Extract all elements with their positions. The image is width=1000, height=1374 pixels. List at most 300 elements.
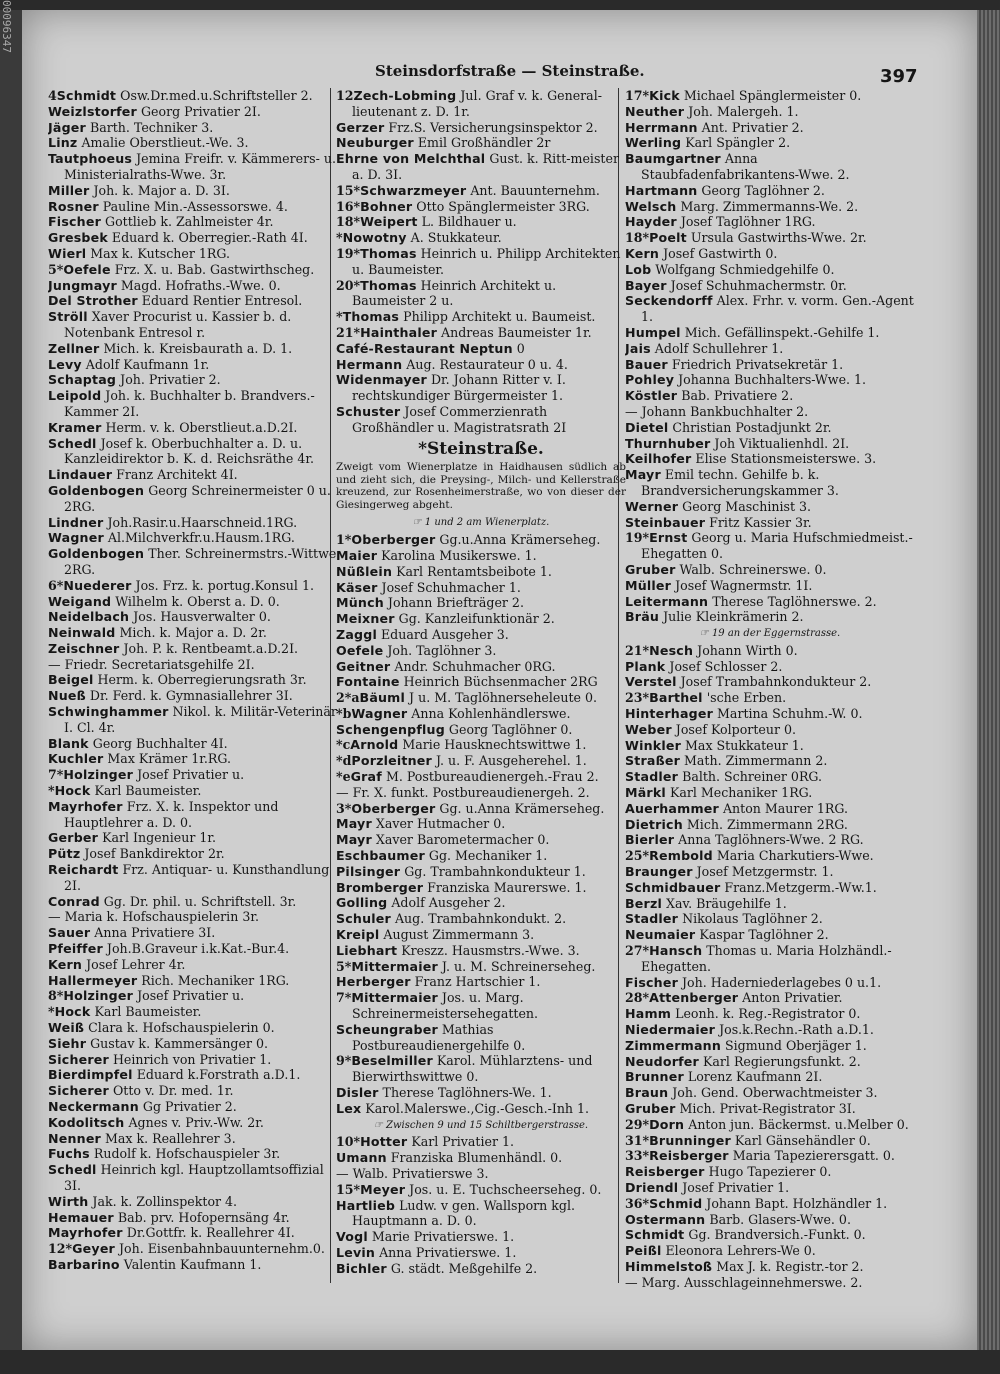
resident-name: Müller [625,577,672,593]
resident-details: Maria Tapezierersgatt. 0. [728,1148,895,1164]
resident-name: Mayrhofer [48,798,123,814]
resident-name: Hartmann [625,182,698,198]
resident-details: Karol.Malerswe.,Cig.-Gesch.-Inh 1. [361,1100,590,1116]
resident-name: Köstler [625,388,678,404]
resident-details: Magd. Hofraths.-Wwe. 0. [116,277,281,293]
house-number: 7* [336,990,352,1006]
resident-details: Josef Metzgermstr. 1. [692,864,834,880]
resident-details: Anton Privatier. [738,990,843,1006]
house-number: 5* [48,261,64,277]
resident-entry [625,722,915,738]
resident-name: Linz [48,135,78,151]
resident-details: Dr. Ferd. k. Gymnasiallehrer 3I. [85,688,293,704]
resident-details: Frz. Antiquar- u. Kunsthandlung 2I. [64,862,330,893]
resident-name: Wierl [48,245,87,261]
house-number: 7* [48,767,64,783]
resident-name: Sicherer [48,1051,109,1067]
resident-details: Georg Privatier 2I. [136,103,261,119]
resident-name: Weiß [48,1020,85,1036]
house-number: 9* [336,1053,352,1069]
resident-name: Plank [625,658,666,674]
resident-details: Eleonora Lehrers-We 0. [661,1243,816,1259]
resident-name: Hotter [360,1134,408,1150]
resident-entry [48,388,338,420]
resident-details: Eduard k.Forstrath a.D.1. [132,1067,301,1083]
resident-entry [336,372,626,404]
resident-entry [48,104,338,120]
resident-entry [336,120,626,136]
resident-name: Herrmann [625,119,698,135]
resident-entry [48,199,338,215]
resident-entry [336,927,626,943]
resident-entry [625,1164,915,1180]
resident-details: Jos.k.Rechn.-Rath a.D.1. [715,1022,874,1038]
resident-name: Thomas [342,309,400,325]
resident-entry [625,706,915,722]
resident-entry [625,515,915,531]
resident-entry [625,1259,915,1275]
resident-details: Ursula Gastwirths-Wwe. 2r. [686,230,867,246]
resident-details: Gg Privatier 2. [138,1099,237,1114]
resident-details: Clara k. Hofschauspielerin 0. [84,1020,275,1036]
resident-details: Ther. Schreinermstrs.-Wittwe 2RG. [64,546,337,577]
resident-details: Valentin Kaufmann 1. [119,1256,262,1272]
resident-details: Marg. Zimmermanns-We. 2. [676,198,859,214]
resident-entry [48,1162,338,1194]
resident-entry [336,801,626,817]
resident-entry [336,974,626,990]
resident-details: Mathias Postbureaudienergehilfe 0. [352,1021,526,1053]
resident-details: 0 [512,340,525,356]
resident-details: Josef Privatier 1. [678,1179,790,1195]
house-number: 6* [48,577,64,593]
resident-details: Max Stukkateur 1. [681,737,804,753]
resident-entry [336,1198,626,1230]
resident-name: Fontaine [336,674,400,690]
house-number: *d [336,753,352,769]
resident-details: Joh. Eisenbahnbauunternehm.0. [114,1241,325,1257]
resident-details: Wolfgang Schmiedgehilfe 0. [651,261,835,277]
resident-entry [48,894,338,910]
resident-name: Nuederer [63,577,132,593]
resident-details: Karl Baumeister. [90,1004,202,1020]
house-number: * [48,1004,55,1020]
resident-details: Amalie Oberstlieut.-We. 3. [77,135,249,151]
resident-name: Oefele [63,261,111,277]
house-number: * [48,783,55,799]
resident-entry [625,1133,915,1149]
resident-details: Jos. u. E. Tuchscheerseheg. 0. [405,1181,602,1197]
resident-name: Hayder [625,214,677,230]
resident-details: Xaver Barometermacher 0. [371,832,550,848]
resident-entry [48,483,338,515]
resident-name: Gerzer [336,119,385,135]
resident-entry [625,609,915,625]
column-1 [48,88,338,1273]
resident-name: Himmelstoß [625,1258,713,1274]
resident-details: Franziska Blumenhändl. 0. [386,1150,563,1166]
resident-details: Maria Charkutiers-Wwe. [712,848,874,864]
resident-name: Wagner [351,705,408,721]
resident-entry [48,357,338,373]
resident-entry [336,722,626,738]
resident-details: Georg Maschinist 3. [678,498,812,514]
house-number: *b [336,705,352,721]
resident-name: Reisberger [625,1164,705,1180]
resident-details: Anna Taglöhners-Wwe. 2 RG. [674,832,864,848]
resident-details: Anna Kohlenhändlerswe. [407,705,571,721]
resident-entry [625,1101,915,1117]
resident-details: Thomas u. Maria Holzhändl.-Ehegatten. [641,943,892,974]
resident-entry [625,1038,915,1054]
resident-entry [48,1115,338,1131]
resident-name: Holzinger [63,988,134,1004]
resident-name: Disler [336,1085,379,1101]
resident-details: Joh Viktualienhdl. 2I. [710,435,850,451]
house-number: 1* [336,532,352,548]
resident-name: Humpel [625,324,681,340]
resident-entry [625,738,915,754]
resident-entry [625,578,915,594]
resident-name: Verstel [625,674,677,690]
resident-entry [336,1245,626,1261]
resident-name: Stadler [625,769,679,785]
resident-entry [48,135,338,151]
resident-name: Weipert [360,214,418,230]
resident-details: Michael Spänglermeister 0. [679,88,862,103]
resident-entry [625,1085,915,1101]
house-number: 23* [625,690,650,706]
location-marker: ☞ Zwischen 9 und 15 Schiltbergerstrasse. [373,1119,589,1131]
resident-name: Neudorfer [625,1053,699,1069]
resident-name: Weber [625,721,672,737]
resident-entry [48,293,338,309]
resident-name: Berzl [625,895,662,911]
resident-details: Mich. k. Kreisbaurath a. D. 1. [99,340,293,356]
resident-details: Al.Milchverkfr.u.Hausm.1RG. [103,530,295,546]
resident-details: Emil techn. Gehilfe b. k. Brandversicherungskammer 3. [641,467,839,498]
resident-name: Leitermann [625,593,709,609]
resident-details: Joh. Taglöhner 3. [383,642,497,658]
house-number: 8* [48,988,64,1004]
resident-entry [625,1054,915,1070]
resident-entry [48,1257,338,1273]
resident-name: Wirth [48,1193,89,1209]
resident-details: Martina Schuhm.-W. 0. [713,706,863,722]
resident-name: Seckendorff [625,293,713,309]
resident-details: Josef Privatier u. [133,988,245,1004]
resident-details: Osw.Dr.med.u.Schriftsteller 2. [116,88,313,103]
resident-name: Ströll [48,309,88,325]
resident-entry [625,659,915,675]
resident-name: Reichardt [48,862,119,878]
resident-name: Hansch [649,943,703,959]
resident-details: Rudolf k. Hofschauspieler 3r. [89,1146,281,1162]
resident-entry [625,896,915,912]
resident-details: Johanna Buchhalters-Wwe. 1. [674,372,867,388]
resident-entry [336,325,626,341]
resident-entry [625,230,915,246]
resident-entry [625,246,915,262]
resident-entry [48,957,338,973]
resident-name: Zaggl [336,626,377,642]
resident-entry [625,104,915,120]
resident-details: Karl Gänsehändler 0. [730,1132,871,1148]
resident-details: Gg.u.Anna Krämerseheg. [435,532,601,548]
resident-details: Otto v. Dr. med. 1r. [108,1083,234,1099]
resident-name: Café-Restaurant Neptun [336,340,513,356]
resident-entry [625,880,915,896]
resident-details: Karl Ingenieur 1r. [98,830,217,846]
house-number: 4 [48,88,57,103]
house-number: 20* [336,277,361,293]
resident-entry [336,880,626,896]
resident-entry [336,564,626,580]
resident-entry [625,404,915,420]
resident-details: Andreas Baumeister 1r. [437,324,592,340]
resident-details: Therese Taglöhnerswe. 2. [708,593,877,609]
resident-name: Scheungraber [336,1021,438,1037]
resident-name: Neumaier [625,927,696,943]
resident-details: Heinrich u. Philipp Architekten u. Baumeister. [352,245,621,277]
resident-details: Marie Hausknechtswittwe 1. [398,737,587,753]
resident-name: Hock [54,1004,91,1020]
resident-details: Franz Architekt 4I. [112,467,238,483]
resident-details: Herm. k. Oberregierungsrath 3r. [93,672,307,688]
resident-details: Christian Postadjunkt 2r. [668,419,832,435]
resident-entry [336,848,626,864]
resident-entry [336,278,626,310]
resident-name: Dietrich [625,816,683,832]
resident-name: Miller [48,182,90,198]
resident-name: Lex [336,1100,362,1116]
resident-details: Karolina Musikerswe. 1. [377,547,537,563]
resident-entry [336,595,626,611]
resident-details: Gg. u.Anna Krämerseheg. [435,800,605,816]
house-number: 33* [625,1148,650,1164]
resident-entry [336,1085,626,1101]
resident-entry [336,1182,626,1198]
house-number: 31* [625,1132,650,1148]
resident-entry [625,690,915,706]
resident-name: Nueß [48,688,86,704]
resident-entry [336,769,626,785]
resident-entry [336,611,626,627]
location-marker: ☞ 19 an der Eggernstrasse. [699,628,841,640]
resident-name: Bauer [625,356,668,372]
resident-name: Schmidbauer [625,879,721,895]
resident-name: Conrad [48,893,100,909]
resident-details: Elise Stationsmeisterswe. 3. [691,451,877,467]
resident-entry [48,925,338,941]
resident-entry [48,183,338,199]
resident-details: — Fr. X. funkt. Postbureaudienergeh. 2. [336,784,590,800]
resident-entry [336,341,626,357]
resident-entry [336,911,626,927]
resident-entry [48,751,338,767]
resident-entry [625,199,915,215]
resident-entry [336,1229,626,1245]
resident-details: Julie Kleinkrämerin 2. [659,609,804,625]
resident-name: Jais [625,340,651,356]
resident-details: Jak. k. Zollinspektor 4. [88,1193,238,1209]
resident-details: Anna Privatiere 3I. [90,925,216,941]
resident-entry [48,941,338,957]
resident-details: Adolf Kaufmann 1r. [81,356,210,372]
resident-name: Neinwald [48,625,116,641]
resident-name: Pilsinger [336,863,401,879]
resident-details: Max J. k. Registr.-tor 2. [712,1258,864,1274]
resident-details: — Walb. Privatierswe 3. [336,1166,489,1181]
house-number: 12* [48,1241,73,1257]
house-number: 15* [336,1181,361,1197]
resident-details: Karol. Mühlarztens- und Bierwirthswittwe 0. [352,1053,593,1085]
resident-name: Käser [336,579,378,595]
resident-details: Gg. Brandversich.-Funkt. 0. [684,1227,866,1243]
resident-details: Karl Regierungsfunkt. 2. [698,1053,861,1069]
resident-name: Vogl [336,1229,368,1245]
resident-entry [48,609,338,625]
resident-details: Georg Buchhalter 4I. [88,735,228,751]
resident-details: Jos. Hausverwalter 0. [129,609,271,625]
resident-details: Herm. v. k. Oberstlieut.a.D.2I. [101,419,298,435]
resident-name: Oefele [336,642,384,658]
resident-name: Nenner [48,1130,101,1146]
resident-name: Schmid [649,1195,703,1211]
resident-details: Mich. k. Major a. D. 2r. [115,625,267,641]
resident-details: A. Stukkateur. [406,230,502,246]
resident-details: Josef Kolporteur 0. [671,721,796,737]
resident-details: Emil Großhändler 2r [413,135,551,151]
resident-details: Philipp Architekt u. Baumeist. [399,309,596,325]
resident-details: Karl Privatier 1. [407,1134,515,1150]
resident-entry [625,1243,915,1259]
resident-name: Leipold [48,388,102,404]
resident-name: Mayr [625,467,661,483]
resident-entry [336,659,626,675]
resident-entry [48,530,338,546]
resident-name: Kuchler [48,751,104,767]
resident-entry [48,973,338,989]
resident-name: Gresbek [48,230,108,246]
resident-entry [336,690,626,706]
resident-details: Karl Baumeister. [90,783,202,799]
resident-entry [625,341,915,357]
resident-entry [336,737,626,753]
resident-entry [48,1225,338,1241]
resident-name: Zimmermann [625,1037,721,1053]
resident-name: Golling [336,895,388,911]
resident-name: Del Strother [48,293,138,309]
resident-details: Gg. Mechaniker 1. [424,848,548,864]
resident-details: Mich. Zimmermann 2RG. [682,816,848,832]
resident-details: Josef Lehrer 4r. [82,956,186,972]
resident-name: Nowotny [342,230,407,246]
resident-entry [625,769,915,785]
page-number: 397 [880,66,918,87]
resident-entry [336,1101,626,1117]
resident-entry [48,1020,338,1036]
resident-details: Nikolaus Taglöhner 2. [678,911,823,927]
resident-details: Anna Privatierswe. 1. [375,1244,517,1260]
resident-entry [48,783,338,799]
resident-details: Joh. Privatier 2. [116,372,221,388]
resident-name: Bayer [625,277,667,293]
resident-details: Kreszz. Hausmstrs.-Wwe. 3. [397,942,580,958]
resident-name: Bierler [625,832,675,848]
house-number: 10* [336,1134,361,1150]
resident-entry [625,372,915,388]
resident-entry [48,1210,338,1226]
resident-name: Hermann [336,356,403,372]
resident-name: Oberberger [351,800,436,816]
resident-name: Kodolitsch [48,1114,125,1130]
resident-name: Braunger [625,864,693,880]
resident-entry [336,959,626,975]
resident-details: Anton Maurer 1RG. [718,800,849,816]
street-description: Zweigt vom Wienerplatze in Haidhausen südlich ab und zieht sich, die Preysing-, Milch- und Kellerstraße kreuzend, zur Rosenheimerstraße, wo von dieser der Giesingerweg abgeht. [336,461,626,511]
resident-details: Eduard Rentier Entresol. [137,293,303,309]
resident-entry [625,1180,915,1196]
resident-name: Thomas [360,277,417,293]
resident-details: Jul. Graf v. k. General-lieutenant z. D. 1r. [352,88,602,119]
resident-details: Josef k. Oberbuchhalter a. D. u. Kanzleidirektor b. K. d. Reichsräthe 4r. [64,435,314,467]
resident-entry [625,436,915,452]
resident-entry [48,641,338,657]
resident-entry [625,278,915,294]
resident-name: Zellner [48,340,100,356]
resident-name: Blank [48,735,89,751]
resident-name: Schaptag [48,372,117,388]
resident-entry [336,214,626,230]
resident-entry [48,578,338,594]
resident-details: J. u. F. Ausgeherehel. 1. [431,753,587,769]
resident-entry [48,1241,338,1257]
resident-details: — Friedr. Secretariatsgehilfe 2I. [48,656,255,672]
resident-name: Ehrne von Melchthal [336,151,486,167]
resident-details: Andr. Schuhmacher 0RG. [390,658,556,674]
resident-name: Meixner [336,611,395,627]
resident-name: Wagner [48,530,104,546]
resident-entry [336,135,626,151]
resident-name: Driendl [625,1179,679,1195]
house-number: 21* [625,642,650,658]
resident-name: Bierdimpfel [48,1067,133,1083]
resident-name: Bohner [360,198,413,214]
resident-entry [336,753,626,769]
resident-name: Fischer [48,214,101,230]
resident-entry [336,199,626,215]
resident-name: Schengenpflug [336,721,445,737]
location-marker: ☞ 1 und 2 am Wienerplatz. [412,517,550,529]
resident-details: Joh.B.Graveur i.k.Kat.-Bur.4. [102,941,290,957]
resident-entry [625,1275,915,1291]
resident-entry [625,927,915,943]
resident-name: Niedermaier [625,1022,716,1038]
resident-name: Herberger [336,974,411,990]
resident-entry [625,293,915,325]
resident-details: 'sche Erben. [702,690,787,706]
resident-entry [625,1006,915,1022]
resident-details: Adolf Ausgeher 2. [387,895,506,911]
resident-entry [625,1148,915,1164]
resident-details: Max k. Reallehrer 3. [100,1130,236,1146]
resident-entry [625,530,915,562]
resident-entry [48,625,338,641]
house-number: 28* [625,990,650,1006]
resident-name: Barbarino [48,1256,120,1272]
house-number: 5* [336,958,352,974]
